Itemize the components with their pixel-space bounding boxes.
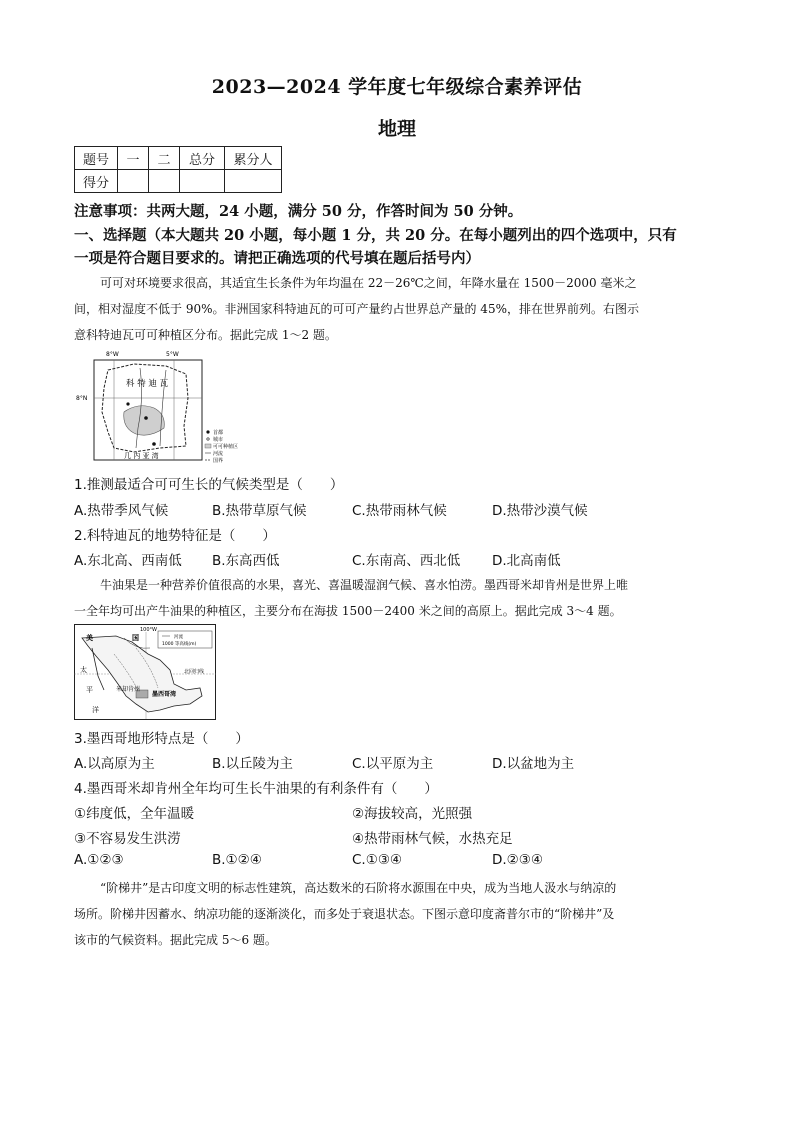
q2-option-b[interactable]: B.东高西低: [212, 553, 280, 569]
score-cell: 一: [118, 147, 149, 170]
city-marker: [126, 402, 129, 405]
passage3-line2: 场所。阶梯井因蓄水、纳凉功能的逐渐淡化，而多处于衰退状态。下图示意印度斋普尔市的“阶梯井”及: [74, 907, 615, 921]
map2-country-label: 国: [132, 634, 139, 642]
map2-tropic-label: 北回归线: [184, 669, 205, 675]
map2-ocean-label: 平: [86, 686, 93, 694]
q1-option-b[interactable]: B.热带草原气候: [212, 503, 307, 519]
score-cell: 题号: [75, 147, 118, 170]
legend-label: 首都: [213, 430, 224, 436]
score-cell: 累分人: [225, 147, 282, 170]
cocoa-region: [124, 406, 165, 435]
map1-lat-label: 8°N: [76, 395, 88, 402]
q3-option-d[interactable]: D.以盆地为主: [492, 756, 575, 772]
score-table: [74, 146, 282, 193]
q2-option-d[interactable]: D.北高南低: [492, 553, 561, 569]
score-table-header-row: [75, 147, 282, 170]
map2-legend-label: 1000 等高线(m): [162, 642, 197, 647]
map1-lon-label: 8°W: [106, 351, 119, 358]
score-cell[interactable]: [149, 170, 180, 193]
section1-heading-line1: 一、选择题（本大题共 20 小题，每小题 1 分，共 20 分。在每小题列出的四个选项中，只有: [74, 227, 677, 244]
q4-condition-3: ③不容易发生洪涝: [74, 831, 181, 847]
score-cell: 得分: [75, 170, 118, 193]
map2-ocean-label: 洋: [92, 706, 99, 714]
score-table-score-row: [75, 170, 282, 193]
cocoa-legend-icon: [205, 444, 211, 448]
q3-option-b[interactable]: B.以丘陵为主: [212, 756, 294, 772]
cote-divoire-cocoa-map: [74, 348, 240, 466]
q1-option-c[interactable]: C.热带雨林气候: [352, 503, 447, 519]
q2-option-c[interactable]: C.东南高、西北低: [352, 553, 461, 569]
passage3-line1: “阶梯井”是古印度文明的标志性建筑，高达数米的石阶将水源围在中央，成为当地人汲水与纳凉的: [100, 881, 617, 895]
passage1-line2: 间，相对湿度不低于 90%。非洲国家科特迪瓦的可可产量约占世界总产量的 45%，排在世界前列。右图示: [74, 302, 639, 316]
map1-lon-label: 5°W: [166, 351, 179, 358]
question-4-stem: 4.墨西哥米却肯州全年均可生长牛油果的有利条件有（ ）: [74, 781, 438, 797]
score-cell[interactable]: [225, 170, 282, 193]
map2-legend-label: 河流: [174, 635, 183, 640]
question-3-stem: 3.墨西哥地形特点是（ ）: [74, 731, 249, 747]
city-marker: [144, 416, 148, 420]
map1-sea-label: 几 内 亚 湾: [124, 452, 159, 460]
exam-title: 2023—2024 学年度七年级综合素养评估: [211, 76, 583, 98]
q4-option-c[interactable]: C.①③④: [352, 852, 403, 868]
q4-condition-2: ②海拔较高，光照强: [352, 806, 473, 822]
q4-condition-1: ①纬度低，全年温暖: [74, 806, 195, 822]
city-marker: [152, 442, 156, 446]
passage1-line1: 可可对环境要求很高，其适宜生长条件为年均温在 22－26℃之间，年降水量在 1500－2000 毫米之: [100, 276, 637, 290]
q1-option-d[interactable]: D.热带沙漠气候: [492, 503, 588, 519]
q1-option-a[interactable]: A.热带季风气候: [74, 503, 169, 519]
notice: 注意事项：共两大题，24 小题，满分 50 分，作答时间为 50 分钟。: [74, 203, 523, 220]
q4-option-d[interactable]: D.②③④: [492, 852, 543, 868]
map1-legend: [205, 429, 238, 464]
q4-condition-4: ④热带雨林气候，水热充足: [352, 831, 513, 847]
legend-label: 可可种植区: [213, 444, 239, 450]
map2-ocean-label: 太: [80, 666, 87, 674]
map2-lon-label: 100°W: [140, 627, 157, 633]
passage3-line3: 该市的气候资料。据此完成 5～6 题。: [74, 933, 277, 947]
q3-option-c[interactable]: C.以平原为主: [352, 756, 434, 772]
q4-option-a[interactable]: A.①②③: [74, 852, 124, 868]
subject-title: 地理: [377, 118, 416, 140]
city-legend-icon: [207, 438, 209, 440]
score-cell: 二: [149, 147, 180, 170]
mexico-avocado-map: [74, 624, 216, 720]
passage2-line2: 一全年均可出产牛油果的种植区，主要分布在海拔 1500－2400 米之间的高原上。据此完成 3～4 题。: [74, 604, 622, 618]
map2-gulf-label: 墨西哥湾: [152, 691, 177, 698]
question-1-stem: 1.推测最适合可可生长的气候类型是（ ）: [74, 477, 344, 493]
map2-state-label: 米却肯州: [116, 686, 141, 693]
map1-country-label: 科 特 迪 瓦: [126, 379, 169, 389]
legend-label: 城市: [213, 437, 224, 443]
capital-legend-icon: [206, 430, 209, 433]
question-2-stem: 2.科特迪瓦的地势特征是（ ）: [74, 528, 276, 544]
score-cell[interactable]: [118, 170, 149, 193]
passage2-line1: 牛油果是一种营养价值很高的水果，喜光、喜温暖湿润气候、喜水怕涝。墨西哥米却肯州是世界上唯: [100, 578, 629, 592]
score-cell: 总分: [180, 147, 225, 170]
q4-option-b[interactable]: B.①②④: [212, 852, 262, 868]
q2-option-a[interactable]: A.东北高、西南低: [74, 553, 182, 569]
q3-option-a[interactable]: A.以高原为主: [74, 756, 155, 772]
section1-heading-line2: 一项是符合题目要求的。请把正确选项的代号填在题后括号内）: [74, 250, 480, 267]
map2-country-label: 美: [86, 634, 93, 642]
legend-label: 国界: [213, 458, 224, 464]
score-cell[interactable]: [180, 170, 225, 193]
passage1-line3: 意科特迪瓦可可种植区分布。据此完成 1～2 题。: [74, 328, 337, 342]
legend-label: 河流: [213, 451, 224, 457]
